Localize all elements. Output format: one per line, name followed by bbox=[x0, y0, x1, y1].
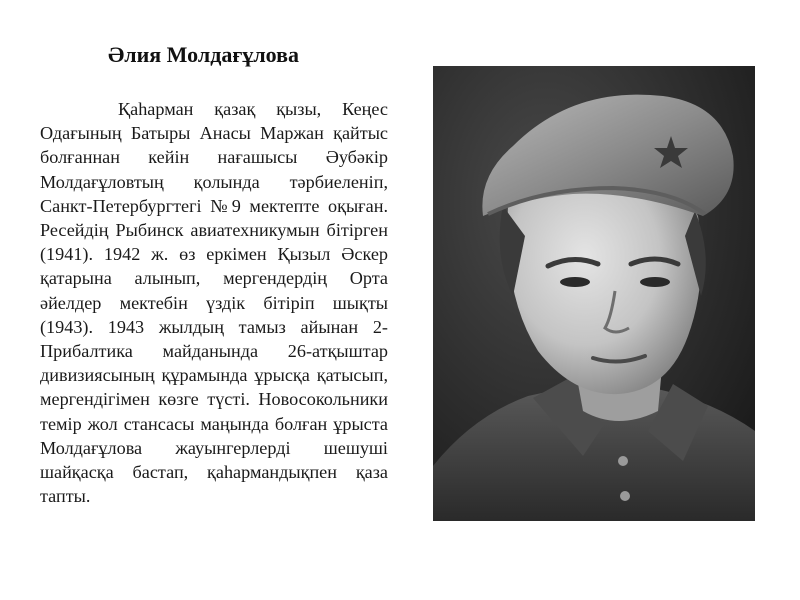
page-title: Әлия Молдағұлова bbox=[108, 42, 299, 67]
biography-paragraph: Қаһарман қазақ қызы, Кеңес Одағының Батыры Анасы Маржан қайтыс болғаннан кейін нағашысы Әубәкір Молдағұловтың қолында тәрбиеленіп, Санкт-Петербургтегі №9 мектепте оқыған. Ресейдің Рыбинск авиатехникумын бітірген (1941). 1942 ж. өз еркімен Қызыл Әскер қатарына алынып, мергендердің Орта әйелдер мектебін үздік бітіріп шықты (1943). 1943 жылдың тамыз айынан 2-Прибалтика майданында 26-атқыштар дивизиясының құрамында ұрысқа қатысып, мергендігімен көзге түсті. Новосокольники темір жол стансасы маңында болған ұрыста Молдағұлова жауынгерлерді шешуші шайқасқа бастап, қаһармандықпен қаза тапты. bbox=[40, 99, 388, 507]
eye-left bbox=[560, 277, 590, 287]
uniform-button bbox=[620, 491, 630, 501]
uniform-button bbox=[618, 456, 628, 466]
eye-right bbox=[640, 277, 670, 287]
portrait-photo bbox=[433, 66, 755, 521]
portrait-illustration bbox=[433, 66, 755, 521]
